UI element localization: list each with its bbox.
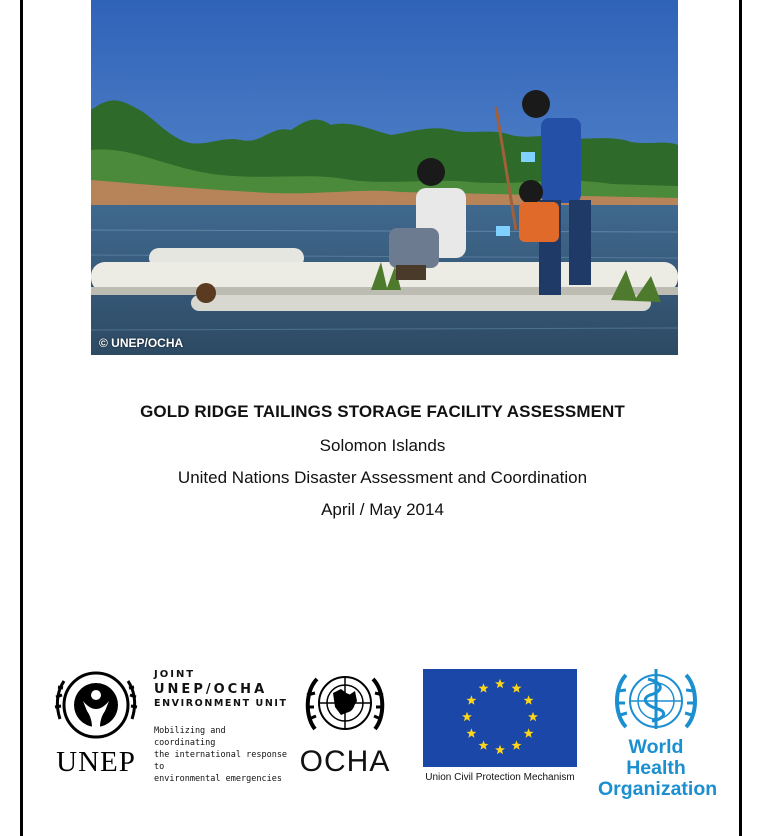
eu-star-icon [462, 712, 472, 721]
eu-star-icon [479, 740, 489, 749]
photo-credit: © UNEP/OCHA [99, 336, 184, 350]
who-logo [598, 663, 718, 800]
eu-star-icon [524, 695, 534, 704]
joint-environment-unit: ENVIRONMENT UNIT [154, 698, 288, 709]
who-wordmark-line: Organization [598, 778, 718, 800]
report-organization: United Nations Disaster Assessment and Coordination [177, 468, 588, 487]
eu-star-icon [479, 683, 489, 692]
eu-star-icon [528, 712, 538, 721]
joint-unit-logo [154, 669, 290, 785]
joint-tagline-line: environmental emergencies [154, 774, 282, 784]
field-team-photo-icon [91, 0, 678, 355]
ocha-logo [293, 667, 397, 777]
report-date: April / May 2014 [321, 500, 444, 519]
joint-label: JOINT [154, 669, 196, 680]
un-emblem-icon [293, 667, 397, 743]
joint-tagline [154, 725, 290, 785]
joint-tagline-line: the international response to [154, 750, 288, 772]
joint-tagline-line: Mobilizing and coordinating [154, 726, 226, 748]
unep-emblem-icon [50, 667, 142, 745]
eu-star-icon [495, 679, 505, 688]
eu-logo [420, 669, 580, 784]
cover-photo [91, 0, 678, 355]
eu-star-icon [466, 695, 476, 704]
report-title: GOLD RIDGE TAILINGS STORAGE FACILITY ASSESSMENT [140, 402, 625, 421]
unep-wordmark: UNEP [56, 746, 136, 778]
eu-star-icon [524, 728, 534, 737]
who-emblem-icon [598, 663, 714, 735]
ocha-wordmark: OCHA [299, 745, 391, 778]
who-wordmark [598, 736, 718, 800]
eu-star-icon [512, 740, 522, 749]
unep-logo [50, 667, 142, 777]
eu-caption: Union Civil Protection Mechanism [425, 772, 575, 783]
eu-star-icon [466, 728, 476, 737]
report-location: Solomon Islands [319, 436, 446, 455]
eu-flag-icon [423, 669, 577, 767]
who-wordmark-line: World Health [626, 736, 686, 779]
title-block [0, 402, 765, 532]
eu-star-icon [512, 683, 522, 692]
joint-unep-ocha: UNEP/OCHA [154, 682, 268, 697]
eu-star-icon [495, 745, 505, 754]
